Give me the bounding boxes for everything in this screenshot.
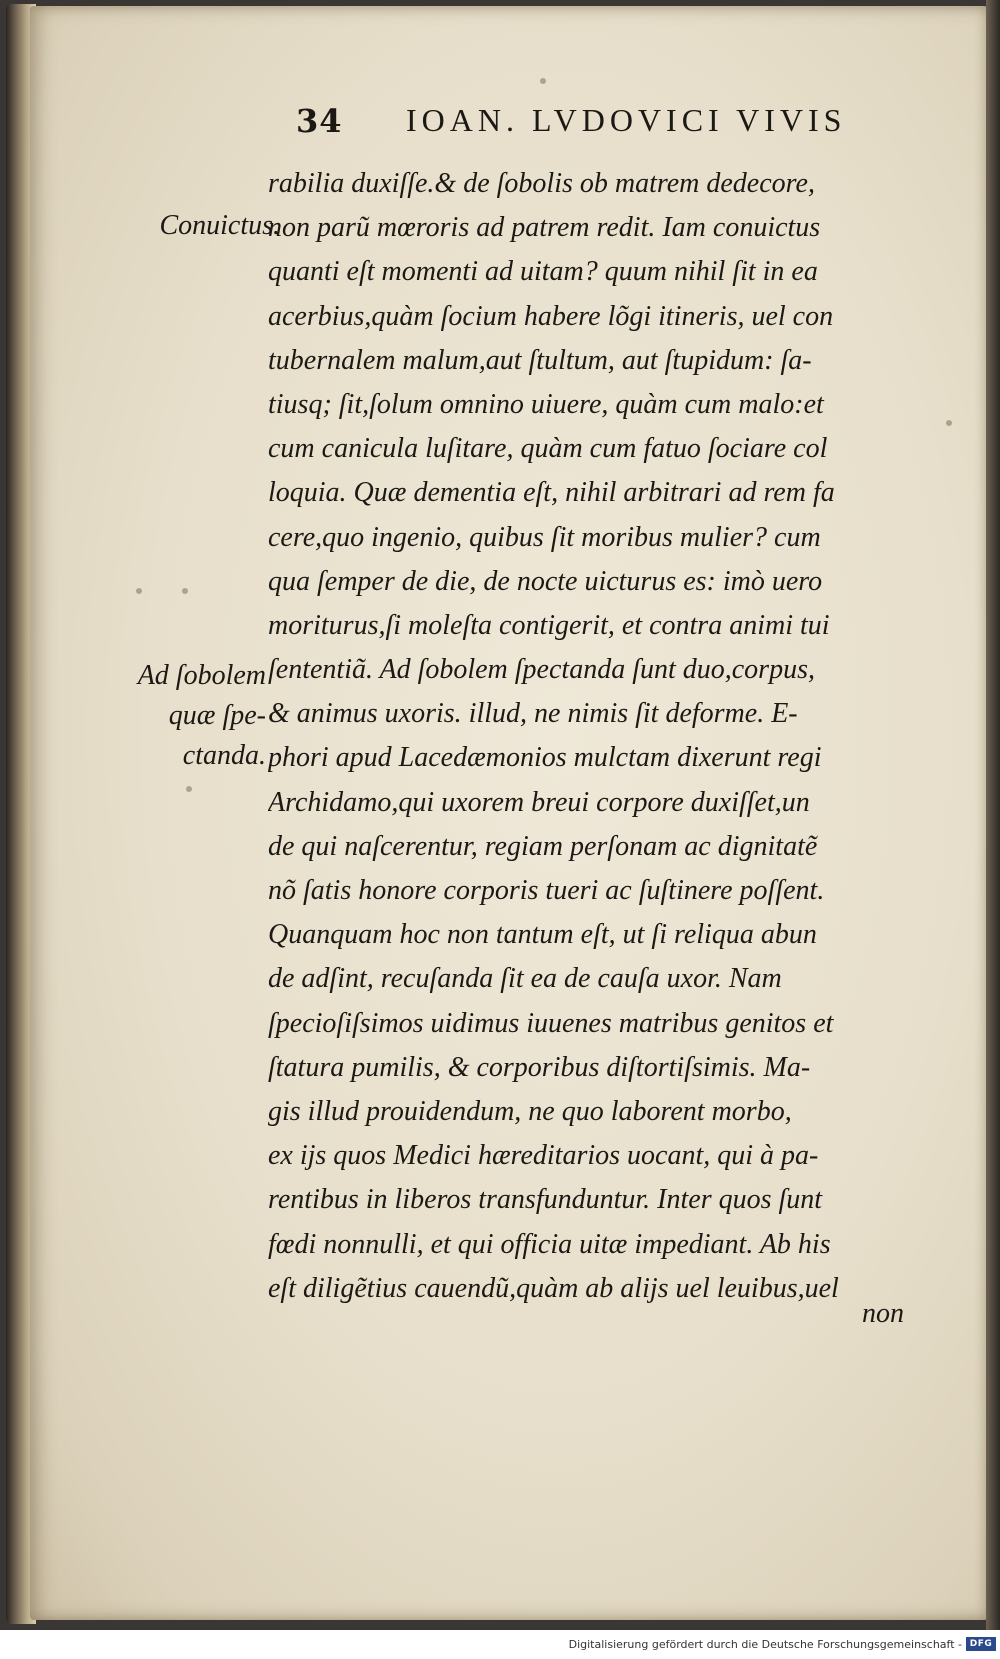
text-line: tiusq; ſit,ſolum omnino uiuere, quàm cum malo:et: [268, 388, 824, 420]
text-line: nõ ſatis honore corporis tueri ac ſuſtinere poſſent.: [268, 875, 825, 906]
body-text: [268, 162, 948, 1311]
text-line: cere,quo ingenio, quibus ſit moribus mulier? cum: [268, 521, 821, 553]
dfg-logo-icon: DFG: [966, 1637, 996, 1651]
text-line: acerbius,quàm ſocium habere lõgi itineris, uel con: [268, 300, 834, 332]
margin-note-line: Ad ſobolem: [137, 660, 266, 691]
text-line: phori apud Lacedæmonios mulctam dixerunt regi: [268, 742, 822, 774]
text-line: moriturus,ſi moleſta contigerit, et contra animi tui: [268, 609, 830, 641]
text-line: & animus uxoris. illud, ne nimis ſit deforme. E-: [268, 698, 798, 730]
text-line: ſpecioſiſsimos uidimus iuuenes matribus genitos et: [268, 1007, 834, 1039]
ink-speck: [136, 588, 142, 594]
text-line: qua ſemper de die, de nocte uicturus es: imò uero: [268, 565, 823, 597]
text-line: quanti eſt momenti ad uitam? quum nihil ſit in ea: [268, 256, 818, 288]
book-right-edge: [986, 0, 1000, 1630]
text-line: gis illud prouidendum, ne quo laborent morbo,: [268, 1095, 792, 1127]
text-line: rentibus in liberos transfunduntur. Inter quos ſunt: [268, 1184, 823, 1216]
text-line: rabilia duxiſſe.& de ſobolis ob matrem dedecore,: [268, 168, 815, 199]
ink-speck: [946, 420, 952, 426]
page-number: 34: [296, 102, 343, 140]
margin-note-line: quæ ſpe-: [168, 700, 266, 731]
ink-speck: [540, 78, 546, 84]
margin-note-conuictus: Conuictus.: [159, 210, 280, 241]
ink-speck: [182, 588, 188, 594]
running-head: [296, 102, 896, 148]
text-line: de qui naſcerentur, regiam perſonam ac dignitatẽ: [268, 830, 818, 862]
margin-note-ad-sobolem: [96, 656, 266, 776]
footer-credit: Digitalisierung gefördert durch die Deutsche Forschungsgemeinschaft -: [568, 1638, 962, 1651]
text-line: Quanquam hoc non tantum eſt, ut ſi reliqua abun: [268, 919, 817, 951]
text-line: ſententiã. Ad ſobolem ſpectanda ſunt duo,corpus,: [268, 654, 815, 686]
text-line: ex ijs quos Medici hæreditarios uocant, qui à pa-: [268, 1140, 819, 1172]
catchword: non: [862, 1298, 904, 1329]
margin-note-line: ctanda.: [182, 740, 266, 771]
text-line: fœdi nonnulli, et qui officia uitæ impediant. Ab his: [268, 1228, 831, 1260]
text-line: ſtatura pumilis, & corporibus diſtortiſsimis. Ma-: [268, 1051, 811, 1083]
text-line: tubernalem malum,aut ſtultum, aut ſtupidum: ſa-: [268, 344, 812, 376]
text-line: non parũ mœroris ad patrem redit. Iam conuictus: [268, 212, 821, 244]
text-line: loquia. Quæ dementia eſt, nihil arbitrari ad rem fa: [268, 477, 835, 509]
ink-speck: [186, 786, 192, 792]
running-head-title: IOAN. LVDOVICI VIVIS: [406, 102, 847, 138]
text-line: cum canicula luſitare, quàm cum fatuo ſociare col: [268, 433, 828, 465]
text-line: Archidamo,qui uxorem breui corpore duxiſſet,un: [268, 786, 810, 818]
text-line: de adſint, recuſanda ſit ea de cauſa uxor. Nam: [268, 963, 782, 995]
text-line: eſt diligẽtius cauendũ,quàm ab alijs uel leuibus,uel: [268, 1272, 839, 1304]
footer-strip: [0, 1630, 1000, 1659]
